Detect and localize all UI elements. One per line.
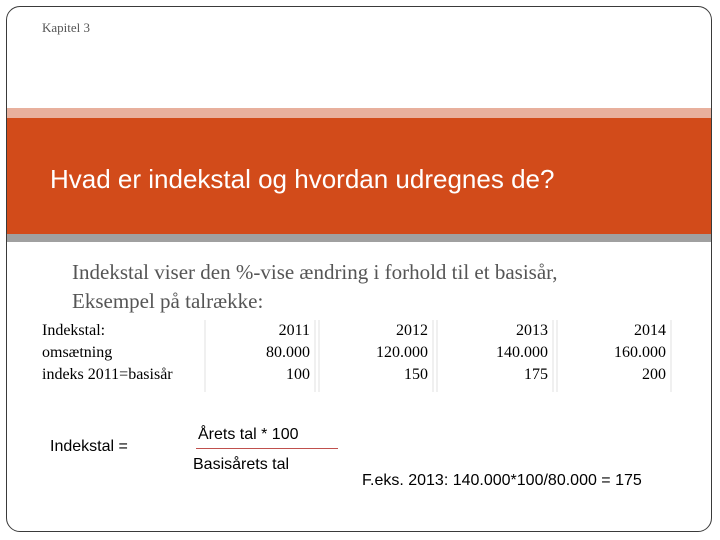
fraction-line: [196, 448, 338, 449]
column-revenue: 80.000: [266, 344, 310, 361]
chapter-label: Kapitel 3: [42, 20, 91, 35]
column-year: 2014: [634, 322, 666, 339]
column-revenue: 140.000: [496, 344, 548, 361]
column-index: 100: [286, 366, 310, 383]
column-index: 175: [524, 366, 548, 383]
table-column-2013: [436, 320, 554, 392]
slide-title: Hvad er indekstal og hvordan udregnes de?: [50, 164, 555, 194]
table-column-2011: [204, 320, 316, 392]
column-revenue: 160.000: [614, 344, 666, 361]
formula-denominator: Basisårets tal: [193, 456, 290, 473]
column-revenue: 120.000: [376, 344, 428, 361]
title-band-bottom-stripe: [7, 234, 711, 242]
column-index: 150: [404, 366, 428, 383]
column-index: 200: [642, 366, 666, 383]
table-row-labels: [38, 320, 200, 392]
row-label-omsaetning: omsætning: [42, 344, 113, 361]
formula-label: Indekstal =: [50, 438, 128, 455]
table-column-2012: [318, 320, 434, 392]
formula-example: F.eks. 2013: 140.000*100/80.000 = 175: [362, 472, 642, 489]
title-band-top-stripe: [7, 108, 711, 118]
column-year: 2011: [278, 322, 310, 339]
intro-text: Indekstal viser den %-vise ændring i forhold til et basisår, Eksempel på talrække:: [72, 260, 558, 313]
formula-numerator: Årets tal * 100: [198, 426, 299, 443]
row-label-indekstal: Indekstal:: [42, 322, 106, 339]
table-column-2014: [556, 320, 672, 392]
column-year: 2012: [396, 322, 428, 339]
row-label-indeks: indeks 2011=basisår: [42, 366, 173, 383]
column-year: 2013: [516, 322, 548, 339]
